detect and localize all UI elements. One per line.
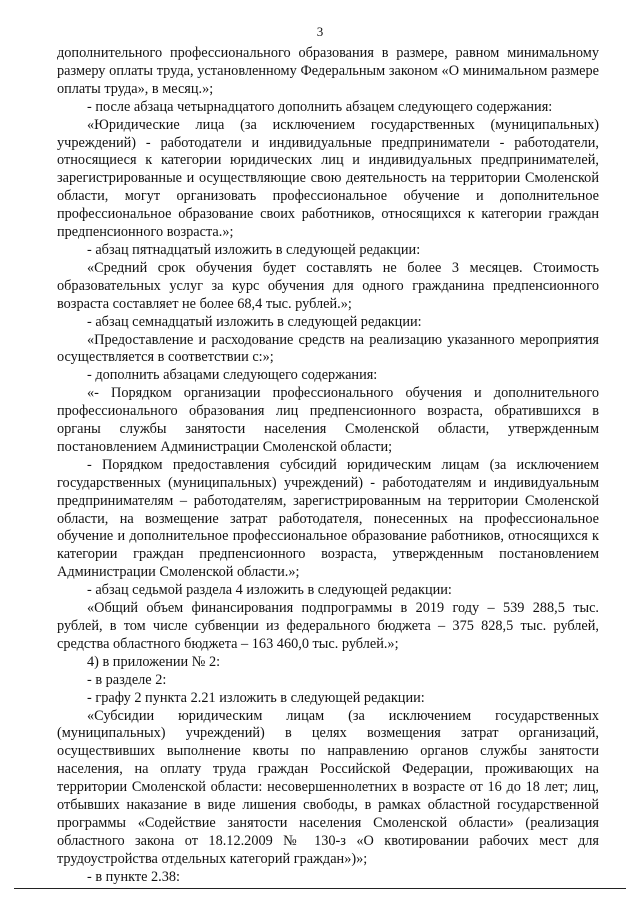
paragraph-11: - абзац седьмой раздела 4 изложить в следующей редакции: (87, 582, 452, 599)
paragraph-1: дополнительного профессионального образования в размере, равном минимальному размеру оплаты труда, установленному Федеральным законом «О минимальном размере оплаты труда», в месяц.»; (57, 45, 599, 97)
paragraph-9: «- Порядком организации профессионального обучения и дополнительного профессионального образования лиц предпенсионного возраста, обратившихся в органы службы занятости населения Смоленской области, утвержденным постановлением Администрации Смоленской области; (57, 385, 599, 455)
paragraph-4: - абзац пятнадцатый изложить в следующей редакции: (87, 241, 421, 258)
paragraph-6: - абзац семнадцатый изложить в следующей редакции: (87, 313, 422, 330)
paragraph-5: «Средний срок обучения будет составлять не более 3 месяцев. Стоимость образовательных услуг за курс обучения для одного гражданина предпенсионного возраста составляет не более 68,4 тыс. рублей.»; (57, 259, 599, 312)
paragraph-15: - графу 2 пункта 2.21 изложить в следующей редакции: (87, 689, 425, 706)
paragraph-17: - в пункте 2.38: (87, 868, 181, 885)
paragraph-7: «Предоставление и расходование средств на реализацию указанного мероприятия осуществляется в соответствии с:»; (57, 331, 599, 366)
paragraph-3: «Юридические лица (за исключением государственных (муниципальных) учреждений) - работодатели и индивидуальные предприниматели - работодатели, относящиеся к категории юридических лиц и индивидуальных предпринимателей, зарегистрированные и осуществляющие свою деятельность на территории Смоленской области, могут организовать профессиональное обучение и дополнительное профессиональное образование своих работников, относящихся к категории граждан предпенсионного возраста.»; (57, 116, 599, 241)
paragraph-10: - Порядком предоставления субсидий юридическим лицам (за исключением государственных (муниципальных) учреждений) - работодателям и индивидуальным предпринимателям – работодателям, зарегистрированным на территории Смоленской области, на возмещение затрат работодателя, понесенных на профессиональное обучение и дополнительное профессиональное образование работников, относящихся к категории граждан предпенсионного возраста, утвержденным постановлением Администрации Смоленской области.»; (57, 456, 599, 581)
paragraph-12: «Общий объем финансирования подпрограммы в 2019 году – 539 288,5 тыс. рублей, в том числе субвенции из федерального бюджета – 375 828,5 тыс. рублей, средства областного бюджета – 163 460,0 тыс. рублей.»; (57, 600, 599, 652)
paragraph-2: - после абзаца четырнадцатого дополнить абзацем следующего содержания: (87, 98, 553, 115)
footer-divider (14, 888, 626, 889)
document-body (57, 45, 599, 887)
paragraph-8: - дополнить абзацами следующего содержания: (87, 367, 378, 384)
paragraph-13: 4) в приложении № 2: (87, 653, 221, 670)
page-number: 3 (316, 24, 324, 39)
paragraph-14: - в разделе 2: (87, 671, 167, 688)
paragraph-16: «Субсидии юридическим лицам (за исключением государственных (муниципальных) учреждений) в целях возмещения затрат организаций, осуществивших выполнение квоты по направлению органов службы занятости населения, на оплату труда граждан Российской Федерации, проживающих на территории Смоленской области: несовершеннолетних в возрасте от 16 до 18 лет; лиц, отбывших наказание в виде лишения свободы, в рамках областной государственной программы «Содействие занятости населения Смоленской области» (реализация областного закона от 18.12.2009 № 130-з «О квотировании рабочих мест для трудоустройства отдельных категорий граждан»)»; (57, 707, 599, 867)
